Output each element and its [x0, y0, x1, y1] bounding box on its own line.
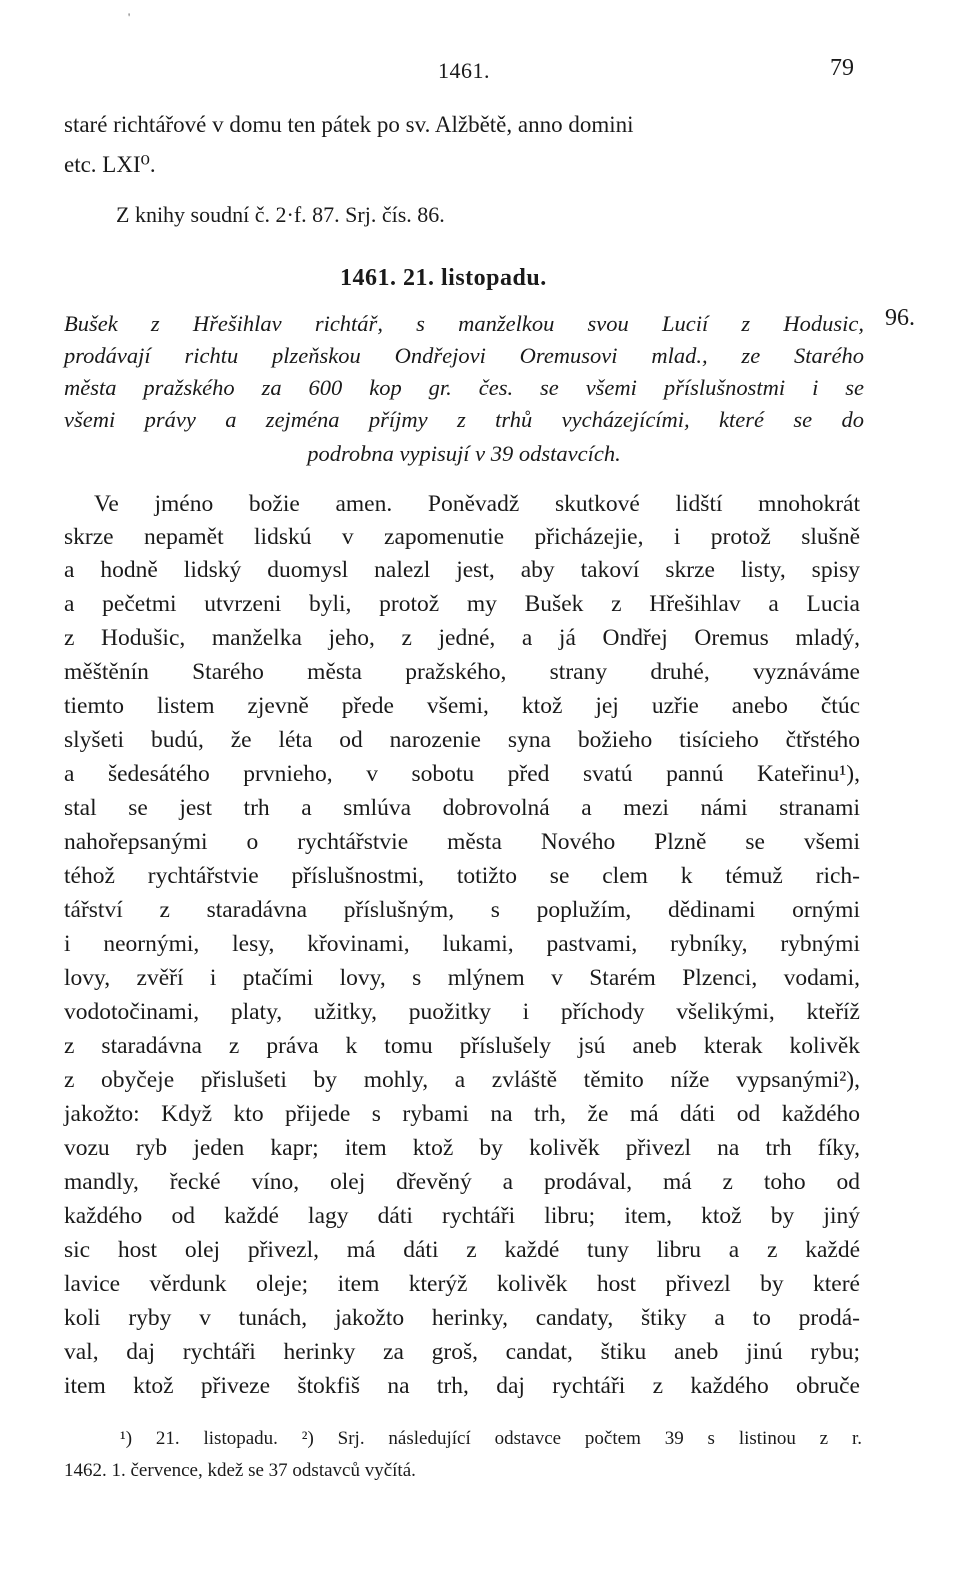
- footnote-line: 1462. 1. července, kdež se 37 odstavců vyčítá.: [64, 1460, 416, 1481]
- document-heading: 1461. 21. listopadu.: [340, 265, 547, 291]
- margin-document-number: 96.: [885, 305, 915, 331]
- body-line: každého od každé lagy dáti rychtáři libru; item, ktož by jiný: [64, 1203, 860, 1229]
- source-reference: Z knihy soudní č. 2·f. 87. Srj. čís. 86.: [116, 202, 445, 227]
- body-line: a hodně lidský duomysl nalezl jest, aby takoví skrze listy, spisy: [64, 557, 860, 583]
- body-line: a pečetmi utvrzeni byli, protož my Bušek z Hřešihlav a Lucia: [64, 591, 860, 617]
- body-line: lovy, zvěří i ptačími lovy, s mlýnem v Starém Plzenci, vodami,: [64, 965, 860, 991]
- body-line: téhož rychtářstvie příslušnostmi, totižto se clem k témuž rich-: [64, 863, 860, 889]
- body-line: val, daj rychtáři herinky za groš, candat, štiku aneb jinú rybu;: [64, 1339, 860, 1365]
- body-line: i neornými, lesy, křovinami, lukami, pastvami, rybníky, rybnými: [64, 931, 860, 957]
- regest-line: města pražského za 600 kop gr. čes. se všemi příslušnostmi i se: [64, 375, 864, 400]
- footnote-line: ¹) 21. listopadu. ²) Srj. následující odstavce počtem 39 s listinou z r.: [120, 1428, 862, 1449]
- body-line: mandly, řecké víno, olej dřevěný a prodával, má z toho od: [64, 1169, 860, 1195]
- body-line: item ktož přiveze štokfiš na trh, daj rychtáři z každého obruče: [64, 1373, 860, 1399]
- intro-line-2: etc. LXI⁰.: [64, 152, 156, 177]
- regest-line: všemi právy a zejména příjmy z trhů vycházejícími, které se do: [64, 407, 864, 432]
- page-number: 79: [830, 55, 854, 81]
- body-line: koli ryby v tunách, jakožto herinky, candaty, štiky a to prodá-: [64, 1305, 860, 1331]
- body-line: skrze nepamět lidskú v zapomenutie přicházejie, i protož slušně: [64, 524, 860, 550]
- body-line: lavice věrdunk oleje; item kterýž kolivěk host přivezl by které: [64, 1271, 860, 1297]
- body-line: Ve jméno božie amen. Poněvadž skutkové lidští mnohokrát: [94, 491, 860, 517]
- body-line: jakožto: Když kto přijede s rybami na trh, že má dáti od každého: [64, 1101, 860, 1127]
- body-line: vodotočinami, platy, užitky, puožitky i příchody všelikými, kteříž: [64, 999, 860, 1025]
- body-line: tiemto listem zjevně přede všemi, ktož jej uzřie anebo čtúc: [64, 693, 860, 719]
- regest-line: Bušek z Hřešihlav richtář, s manželkou svou Lucií z Hodusic,: [64, 311, 864, 336]
- body-line: slyšeti budú, že léta od narozenie syna božieho tisícieho čtřstého: [64, 727, 860, 753]
- body-line: a šedesátého prvnieho, v sobotu před svatú pannú Kateřinu¹),: [64, 761, 860, 787]
- stray-mark: ': [128, 10, 131, 24]
- body-line: tářství z staradávna příslušným, s poplužím, dědinami ornými: [64, 897, 860, 923]
- body-line: nahořepsanými o rychtářstvie města Nového Plzně se všemi: [64, 829, 860, 855]
- regest-line: prodávají richtu plzeňskou Ondřejovi Oremusovi mlad., ze Starého: [64, 343, 864, 368]
- body-line: z Hodušic, manželka jeho, z jedné, a já Ondřej Oremus mladý,: [64, 625, 860, 651]
- regest-line: podrobna vypisují v 39 odstavcích.: [307, 441, 621, 466]
- body-line: z obyčeje přislušeti by mohly, a zvláště těmito níže vypsanými²),: [64, 1067, 860, 1093]
- body-line: vozu ryb jeden kapr; item ktož by kolivěk přivezl na trh fíky,: [64, 1135, 860, 1161]
- intro-line-1: staré richtářové v domu ten pátek po sv. Alžbětě, anno domini: [64, 112, 634, 137]
- body-line: z staradávna z práva k tomu příslušely jsú aneb kterak kolivěk: [64, 1033, 860, 1059]
- body-line: měštěnín Starého města pražského, strany druhé, vyznáváme: [64, 659, 860, 685]
- body-line: sic host olej přivezl, má dáti z každé tuny libru a z každé: [64, 1237, 860, 1263]
- body-line: stal se jest trh a smlúva dobrovolná a mezi námi stranami: [64, 795, 860, 821]
- running-header-year: 1461.: [438, 58, 490, 83]
